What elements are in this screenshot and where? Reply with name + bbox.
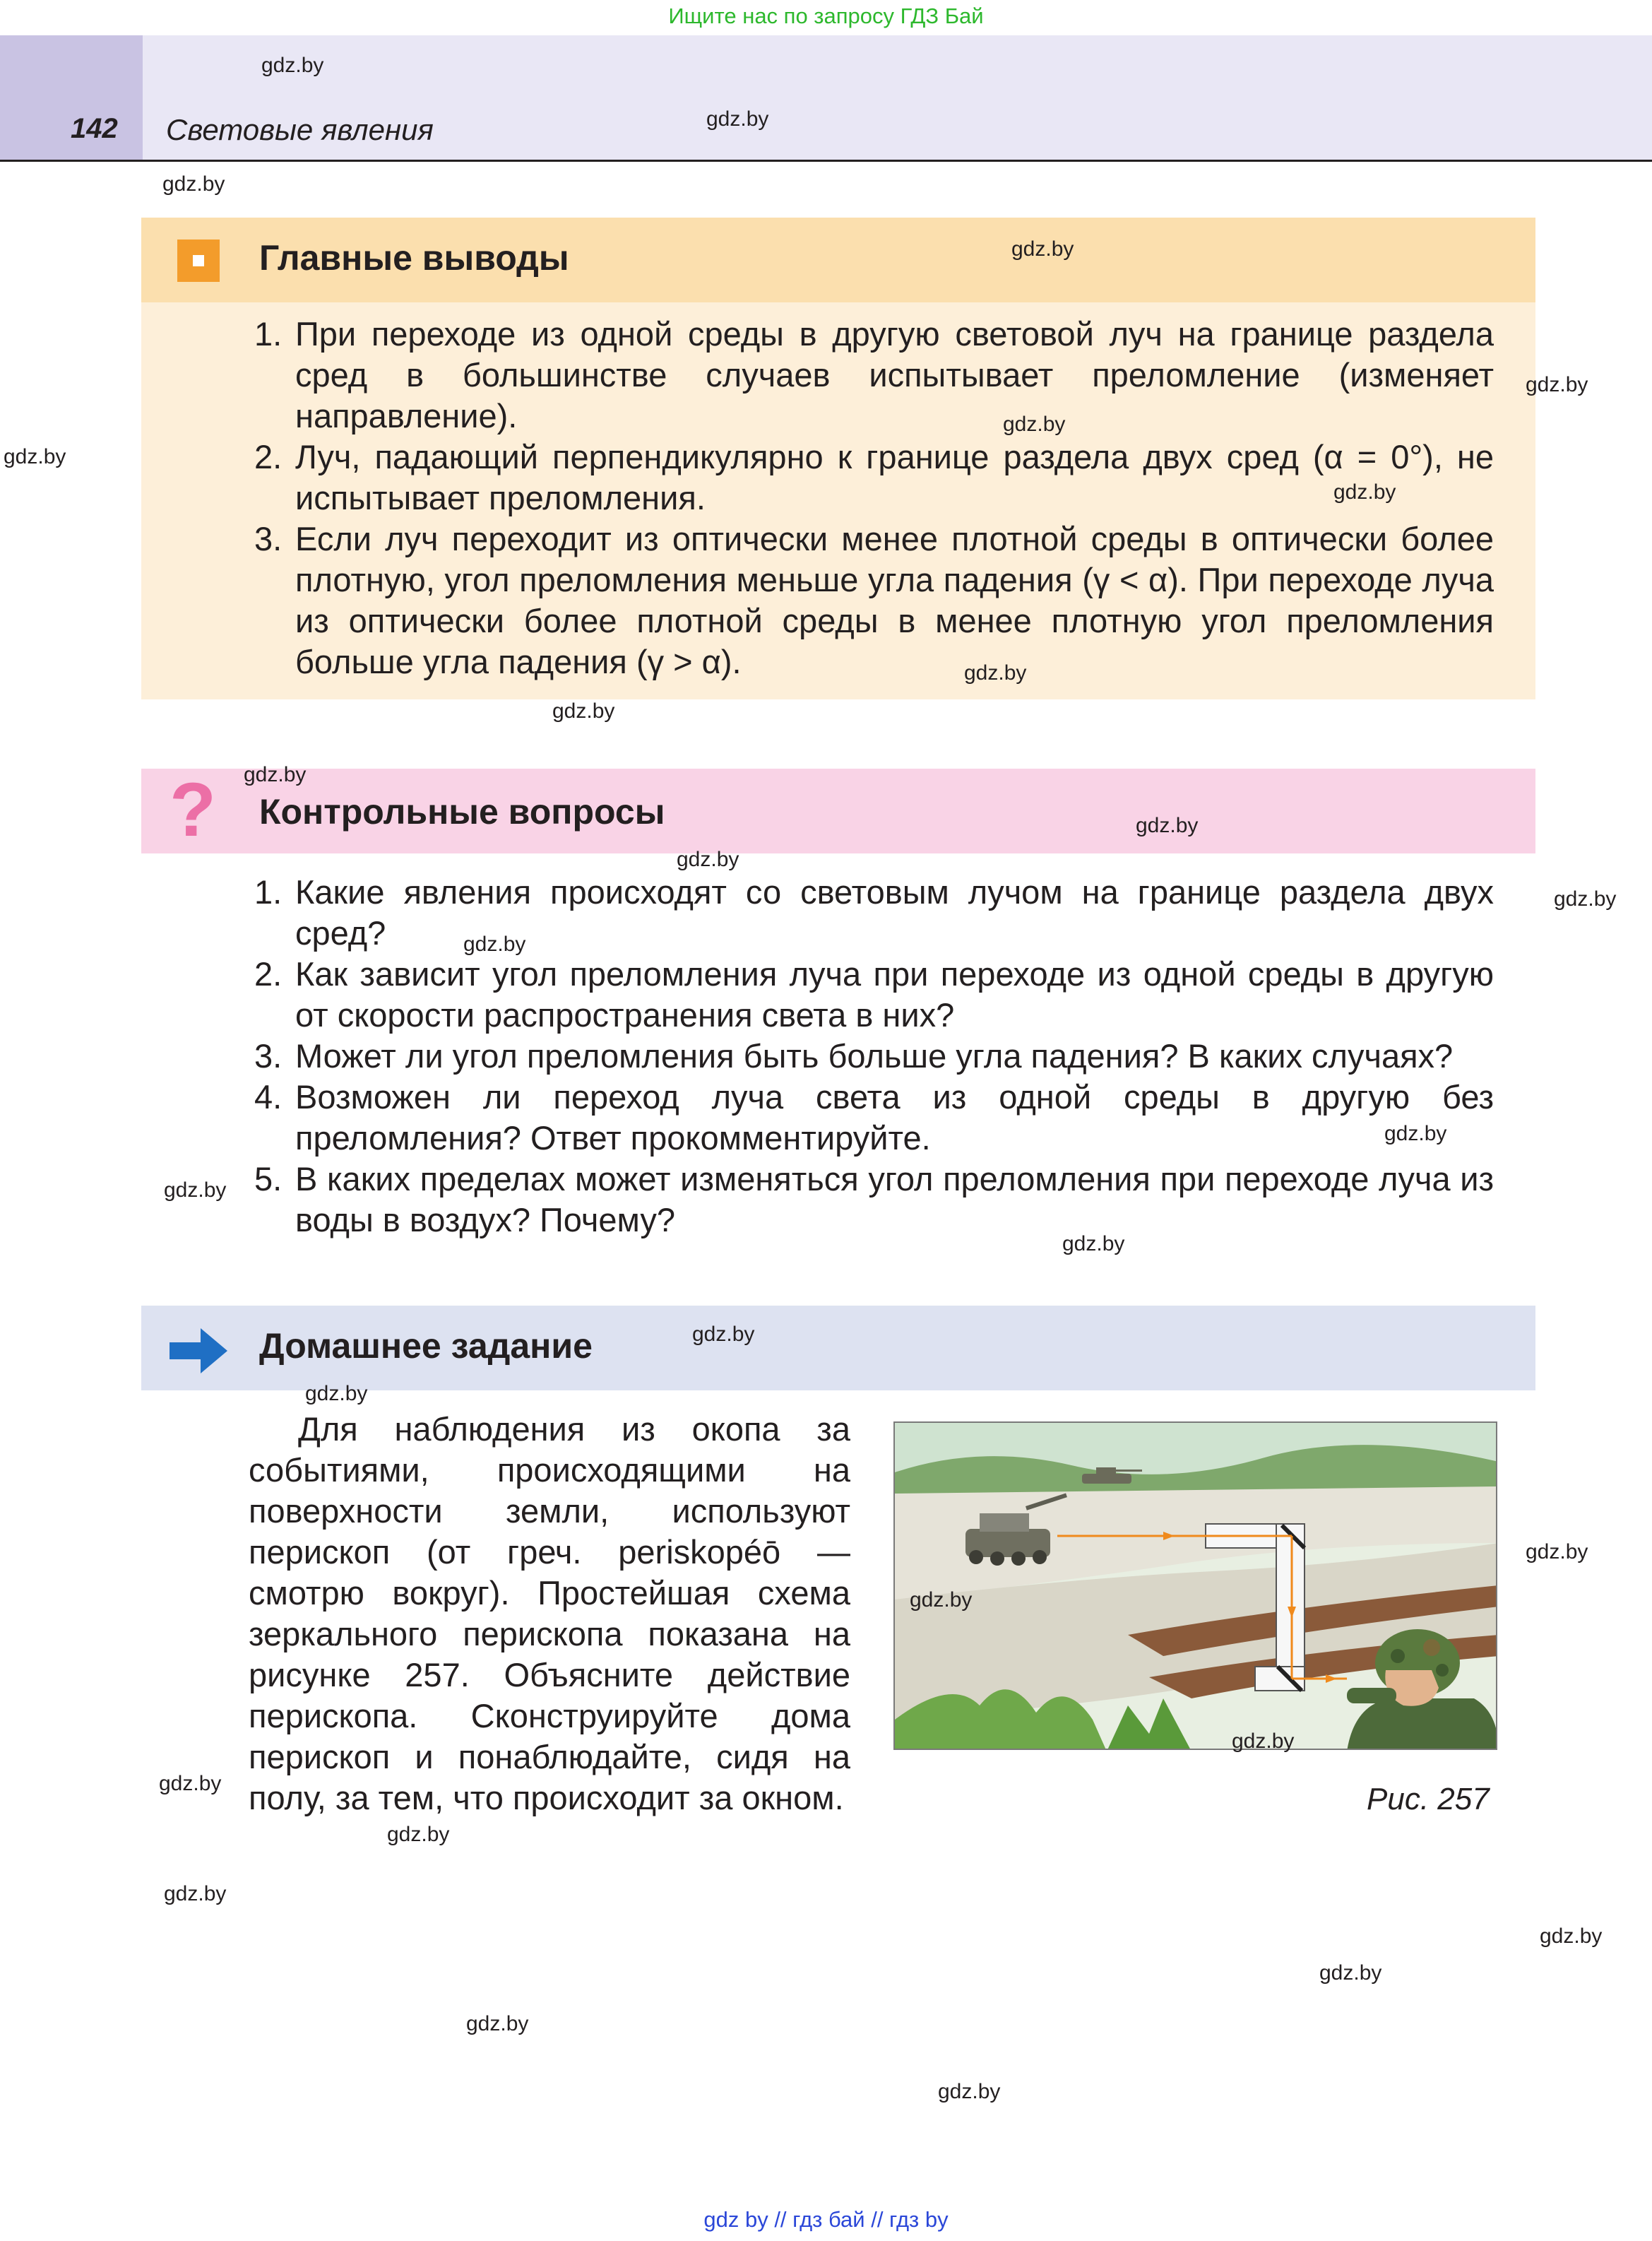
- watermark[interactable]: gdz.by: [1526, 373, 1588, 396]
- questions-title: Контрольные вопросы: [259, 792, 665, 832]
- list-item: [254, 1077, 1494, 1159]
- list-item: [254, 872, 1494, 954]
- watermark[interactable]: gdz.by: [1333, 480, 1396, 504]
- watermark[interactable]: gdz.by: [466, 2012, 529, 2035]
- list-item: [254, 1159, 1494, 1241]
- item-number: 2.: [254, 438, 283, 475]
- page-number: 142: [71, 113, 118, 144]
- watermark[interactable]: gdz.by: [1540, 1924, 1603, 1948]
- running-title: Световые явления: [166, 113, 434, 146]
- list-item: [254, 954, 1494, 1036]
- list-item: [254, 437, 1494, 519]
- item-text: В каких пределах может изменяться угол преломления при переходе луча из воды в воздух? Почему?: [295, 1160, 1494, 1238]
- orange-square-icon: [177, 240, 220, 282]
- watermark[interactable]: gdz.by: [1319, 1961, 1382, 1985]
- watermark[interactable]: gdz.by: [1011, 237, 1074, 261]
- watermark[interactable]: gdz.by: [1062, 1232, 1125, 1255]
- item-text: При переходе из одной среды в другую световой луч на границе раздела сред в большинстве случаев испытывает преломление (изменяет направление).: [295, 315, 1494, 434]
- watermark[interactable]: gdz.by: [1526, 1540, 1588, 1563]
- item-text: Если луч переходит из оптически менее плотной среды в оптически более плотную, угол преломления меньше угла падения (γ < α). При переходе луча из оптически более плотной среды в менее плотную угол преломления больше угла падения (γ > α).: [295, 520, 1494, 680]
- watermark[interactable]: gdz.by: [159, 1772, 222, 1795]
- item-number: 5.: [254, 1160, 283, 1198]
- periscope-figure: [893, 1421, 1497, 1750]
- item-text: Возможен ли переход луча света из одной среды в другую без преломления? Ответ прокомментируйте.: [295, 1078, 1494, 1157]
- item-number: 1.: [254, 315, 283, 353]
- watermark[interactable]: gdz.by: [1136, 814, 1199, 837]
- list-item: [254, 1036, 1494, 1077]
- watermark[interactable]: gdz.by: [162, 172, 225, 196]
- watermark[interactable]: gdz.by: [706, 107, 769, 131]
- watermark[interactable]: gdz.by: [387, 1823, 450, 1846]
- watermark[interactable]: gdz.by: [244, 763, 307, 786]
- homework-text: Для наблюдения из окопа за событиями, происходящими на поверхности земли, используют перископ (от греч. periskopéō — смотрю вокруг). Простейшая схема зеркального перископа показана на рисунке 257. Объясните действие перископа. Сконструируйте дома перископ и понаблюдайте, сидя на полу, за тем, что происходит за окном.: [249, 1410, 850, 1816]
- watermark[interactable]: gdz.by: [261, 54, 324, 77]
- footer-links[interactable]: gdz by // гдз бай // гдз by: [703, 2207, 949, 2232]
- item-number: 3.: [254, 520, 283, 557]
- conclusions-title: Главные выводы: [259, 238, 569, 278]
- watermark[interactable]: gdz.by: [164, 1882, 227, 1905]
- top-banner[interactable]: Ищите нас по запросу ГДЗ Бай: [668, 4, 984, 28]
- list-item: [254, 314, 1494, 437]
- watermark[interactable]: gdz.by: [910, 1588, 973, 1612]
- item-text: Может ли угол преломления быть больше угла падения? В каких случаях?: [295, 1037, 1454, 1075]
- item-number: 3.: [254, 1037, 283, 1075]
- watermark[interactable]: gdz.by: [463, 933, 526, 956]
- header-divider: [0, 160, 1652, 162]
- watermark[interactable]: gdz.by: [938, 2080, 1001, 2103]
- homework-title: Домашнее задание: [259, 1326, 593, 1366]
- conclusions-list: [254, 314, 1494, 682]
- list-item: [254, 519, 1494, 682]
- question-mark-icon: ?: [170, 767, 216, 852]
- watermark[interactable]: gdz.by: [1384, 1122, 1447, 1145]
- watermark[interactable]: gdz.by: [164, 1178, 227, 1202]
- watermark[interactable]: gdz.by: [552, 699, 615, 723]
- item-text: Луч, падающий перпендикулярно к границе раздела двух сред (α = 0°), не испытывает преломления.: [295, 438, 1494, 516]
- item-number: 2.: [254, 955, 283, 993]
- blue-arrow-icon: [170, 1328, 227, 1373]
- watermark[interactable]: gdz.by: [1003, 413, 1066, 436]
- item-text: Как зависит угол преломления луча при переходе из одной среды в другую от скорости распространения света в них?: [295, 955, 1494, 1034]
- item-number: 1.: [254, 873, 283, 911]
- watermark[interactable]: gdz.by: [4, 445, 66, 468]
- watermark[interactable]: gdz.by: [964, 661, 1027, 685]
- watermark[interactable]: gdz.by: [305, 1382, 368, 1405]
- watermark[interactable]: gdz.by: [1232, 1729, 1295, 1753]
- item-number: 4.: [254, 1078, 283, 1116]
- figure-caption: Рис. 257: [1367, 1782, 1490, 1816]
- item-text: Какие явления происходят со световым лучом на границе раздела двух сред?: [295, 873, 1494, 952]
- watermark[interactable]: gdz.by: [677, 848, 739, 871]
- watermark[interactable]: gdz.by: [692, 1323, 755, 1346]
- periscope-illustration: [895, 1423, 1497, 1750]
- watermark[interactable]: gdz.by: [1554, 887, 1617, 911]
- questions-list: [254, 872, 1494, 1241]
